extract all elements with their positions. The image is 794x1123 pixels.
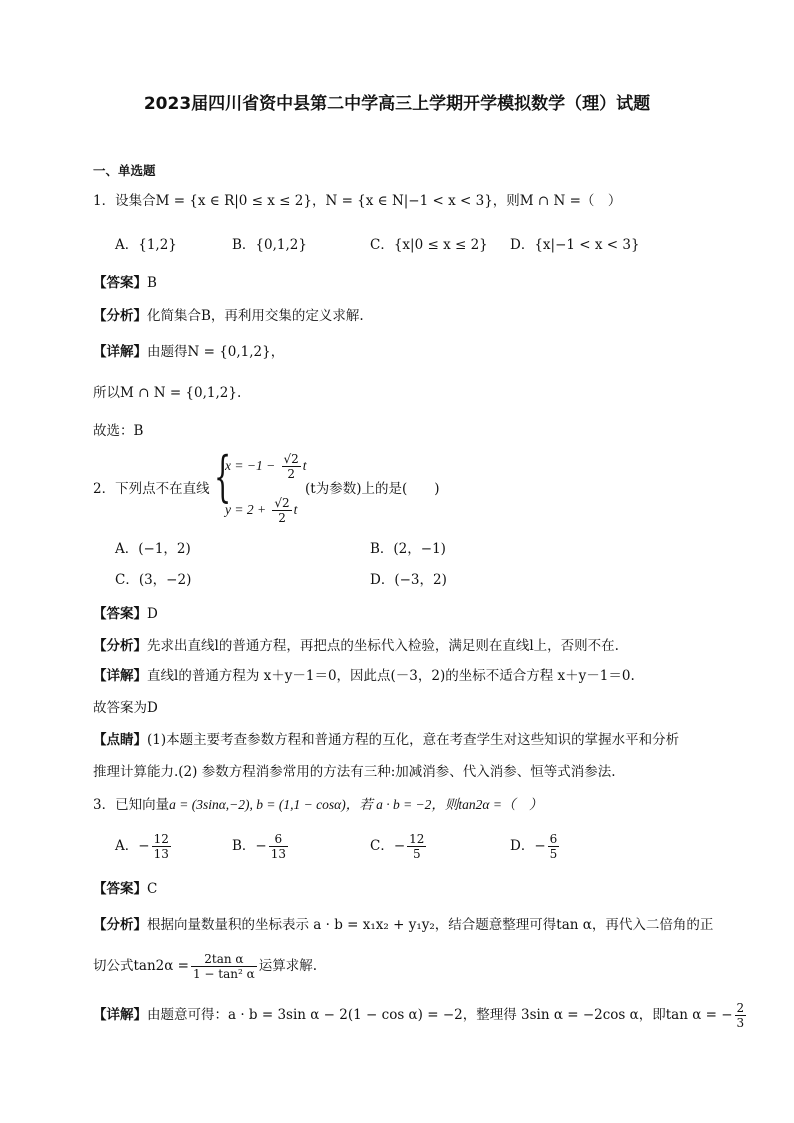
q2-answer [93,605,158,623]
eq-y-fraction [272,496,291,525]
q1-option-a: A．{1,2} [115,237,177,253]
q3-detail [93,1001,748,1030]
frac-num: 6 [549,832,558,846]
q1-option-b: B．{0,1,2} [232,237,307,253]
frac-num: 12 [153,832,169,846]
q3-detail-text: 由题意可得：a · b = 3sin α − 2(1 − cos α) = −2，整理得 3sin α = −2cos α，即tan α = − [147,1007,733,1023]
q2-option-b: B．(2，−1) [370,541,446,557]
document-title: 2023届四川省资中县第二中学高三上学期开学模拟数学（理）试题 [143,94,651,114]
q2-option-d: D．(−3，2) [370,572,447,588]
section-heading: 一、单选题 [93,163,156,178]
q3-analysis2-lead: 切公式tan2α = [93,958,189,974]
q3-option-d [510,832,561,861]
option-label: C． [370,838,394,854]
q2-lead: 2．下列点不在直线 [93,481,210,497]
q1-option-c: C．{x|0 ≤ x ≤ 2} [370,237,488,253]
detail-tag: 【详解】 [93,1007,147,1023]
q2-detail-text: 直线l的普通方程为 x＋y－1＝0，因此点(－3，2)的坐标不适合方程 x＋y－1＝0. [147,668,635,684]
option-sign: − [534,838,546,854]
eq-x-fraction [282,452,301,481]
answer-tag: 【答案】 [93,881,147,897]
q2-comment-line2: 推理计算能力.(2) 参数方程消参常用的方法有三种:加减消参、代入消参、恒等式消参法. [93,764,616,780]
frac-num: 2tan α [191,952,257,967]
q2-option-a: A．(−1，2) [115,541,191,557]
q2-comment-line1: (1)本题主要考查参数方程和普通方程的互化，意在考查学生对这些知识的掌握水平和分析 [147,732,680,748]
q3-analysis [93,916,713,934]
q2-analysis [93,637,619,655]
detail-tag: 【详解】 [93,344,147,360]
option-label: A． [115,838,139,854]
frac-den: 1 − tan² α [192,967,255,981]
option-sign: − [255,838,267,854]
q3-stem [93,796,542,814]
frac-den: 3 [736,1016,745,1030]
option-sign: − [138,838,150,854]
q2-answer-value: D [147,606,158,622]
analysis-tag: 【分析】 [93,638,147,654]
q3-answer-value: C [147,881,158,897]
q1-analysis [93,307,364,325]
eq-x-left: x = −1 − [225,458,276,473]
option-label: D． [510,838,535,854]
detail-tag: 【详解】 [93,668,147,684]
q3-option-a [115,832,173,861]
double-angle-fraction [191,952,257,981]
comment-tag: 【点睛】 [93,732,147,748]
option-fraction [152,832,171,861]
frac-den: 5 [549,847,558,861]
option-fraction [548,832,560,861]
q1-final: 故选：B [93,423,144,439]
q3-option-c [370,832,428,861]
eq-y-left: y = 2 + [225,502,267,517]
q2-analysis-text: 先求出直线l的普通方程，再把点的坐标代入检验，满足则在直线l上，否则不在. [147,638,619,654]
analysis-tag: 【分析】 [93,308,147,324]
q1-detail-line2: 所以M ∩ N = {0,1,2}. [93,385,242,401]
q3-answer [93,880,157,898]
q1-answer-value: B [147,275,157,291]
q2-comment [93,731,679,749]
q2-final: 故答案为D [93,700,158,716]
q1-answer [93,274,157,292]
q3-option-b [232,832,290,861]
frac-den: 13 [153,847,169,861]
frac-num: √2 [283,452,299,466]
q2-equation-y [225,496,297,525]
eq-x-var: t [302,458,307,473]
analysis-tag: 【分析】 [93,917,147,933]
q3-analysis-line1: 根据向量数量积的坐标表示 a · b = x₁x₂ + y₁y₂，结合题意整理可得tan α，再代入二倍角的正 [147,917,714,933]
frac-den: 5 [412,847,421,861]
q1-option-d: D．{x|−1 < x < 3} [510,237,640,253]
q1-stem: 1．设集合M = {x ∈ R|0 ≤ x ≤ 2}，N = {x ∈ N|−1 < x < 3}，则M ∩ N =（ ） [93,193,622,209]
system-brace: { [214,445,232,508]
frac-num: 12 [409,832,425,846]
option-fraction [407,832,426,861]
option-label: B． [232,838,256,854]
q3-stem-lead: 3．已知向量 [93,797,170,813]
q2-option-c: C．(3，−2) [115,572,192,588]
q1-detail-text: 由题得N = {0,1,2}， [147,344,285,360]
tan-fraction [735,1001,747,1030]
eq-y-var: t [293,502,298,517]
frac-num: √2 [274,496,290,510]
frac-num: 2 [736,1001,745,1015]
frac-den: 2 [278,511,286,525]
q2-tail: (t为参数)上的是( ) [305,481,440,497]
option-sign: − [393,838,406,854]
q1-analysis-text: 化简集合B，再利用交集的定义求解. [147,308,364,324]
answer-tag: 【答案】 [93,606,147,622]
answer-tag: 【答案】 [93,275,147,291]
option-fraction [269,832,288,861]
frac-num: 6 [269,832,288,847]
q1-detail [93,343,284,361]
q3-stem-math: a = (3sinα,−2), b = (1,1 − cosα)，若 a · b = −2，则tan2α =（ ） [169,797,543,812]
q3-analysis2-tail: 运算求解. [258,958,318,974]
frac-den: 13 [270,847,287,861]
frac-den: 2 [287,467,295,481]
q2-detail [93,667,635,685]
q3-analysis-line2 [93,952,317,981]
q2-equation-x [225,452,307,481]
